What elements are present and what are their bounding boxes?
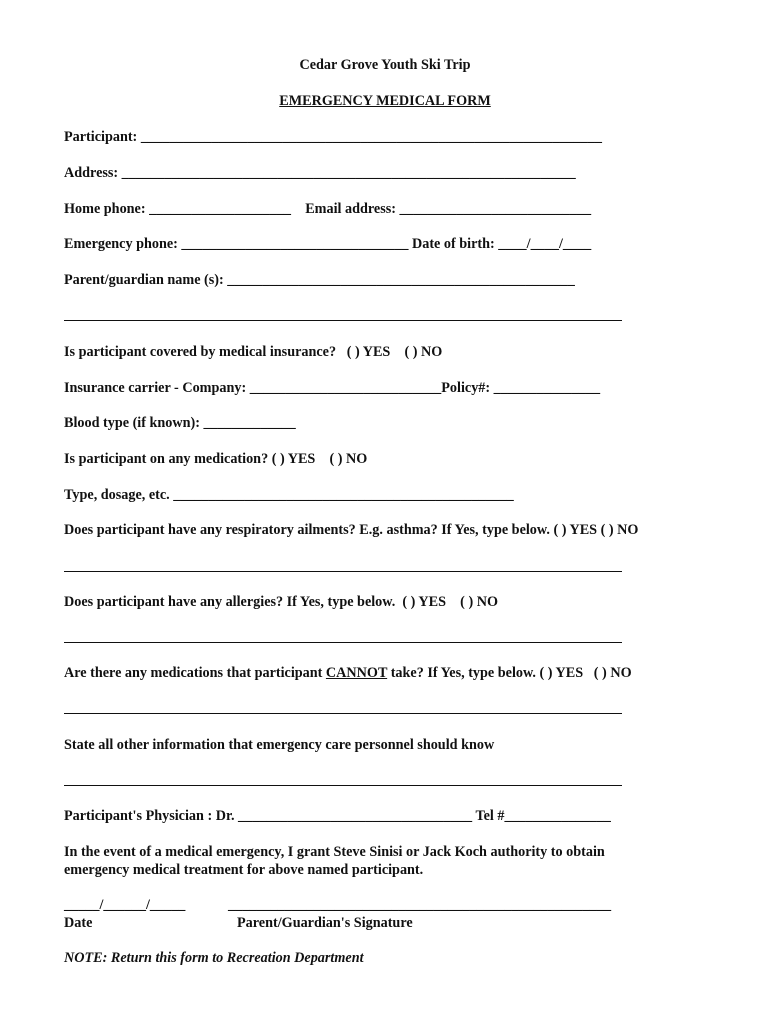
parent-guardian-extra-line[interactable]: [64, 320, 622, 321]
org-title: Cedar Grove Youth Ski Trip: [299, 57, 471, 73]
date-blank[interactable]: _____/______/_____: [64, 897, 186, 913]
return-note: NOTE: Return this form to Recreation Department: [64, 950, 364, 966]
signature-blank[interactable]: ______________________________________________________: [228, 897, 612, 913]
other-info-label: State all other information that emergency care personnel should know: [64, 737, 495, 753]
cannot-suffix: take? If Yes, type below. ( ) YES ( ) NO: [387, 665, 632, 681]
cannot-take-answer-line[interactable]: [64, 713, 622, 714]
respiratory-answer-line[interactable]: [64, 571, 622, 572]
parent-guardian-field[interactable]: Parent/guardian name (s): _________________________________________________: [64, 272, 575, 288]
emergency-phone-dob-field[interactable]: Emergency phone: ________________________________ Date of birth: ____/____/____: [64, 236, 592, 252]
home-phone-email-field[interactable]: Home phone: ____________________ Email address: ___________________________: [64, 201, 592, 217]
insurance-carrier-field[interactable]: Insurance carrier - Company: ___________________________Policy#: _______________: [64, 380, 601, 396]
insurance-question[interactable]: Is participant covered by medical insurance? ( ) YES ( ) NO: [64, 344, 443, 360]
blood-type-field[interactable]: Blood type (if known): _____________: [64, 415, 296, 431]
cannot-take-question[interactable]: [64, 664, 632, 682]
medication-question[interactable]: Is participant on any medication? ( ) YES ( ) NO: [64, 451, 368, 467]
other-info-answer-line[interactable]: [64, 785, 622, 786]
authority-line-1: In the event of a medical emergency, I grant Steve Sinisi or Jack Koch authority to obtain: [64, 844, 605, 860]
allergies-answer-line[interactable]: [64, 642, 622, 643]
form-title: EMERGENCY MEDICAL FORM: [279, 93, 491, 109]
address-field[interactable]: Address: ________________________________________________________________: [64, 165, 576, 181]
type-dosage-field[interactable]: Type, dosage, etc. ________________________________________________: [64, 487, 514, 503]
participant-field[interactable]: Participant: _________________________________________________________________: [64, 129, 602, 145]
signature-label: Parent/Guardian's Signature: [237, 915, 413, 931]
cannot-prefix: Are there any medications that participant: [64, 665, 326, 681]
respiratory-question[interactable]: Does participant have any respiratory ailments? E.g. asthma? If Yes, type below. ( ) YES ( ) NO: [64, 522, 639, 538]
cannot-word: CANNOT: [325, 665, 388, 681]
date-label: Date: [64, 915, 93, 931]
physician-field[interactable]: Participant's Physician : Dr. _________________________________ Tel #_______________: [64, 808, 611, 824]
authority-line-2: emergency medical treatment for above named participant.: [64, 862, 424, 878]
allergies-question[interactable]: Does participant have any allergies? If Yes, type below. ( ) YES ( ) NO: [64, 594, 499, 610]
